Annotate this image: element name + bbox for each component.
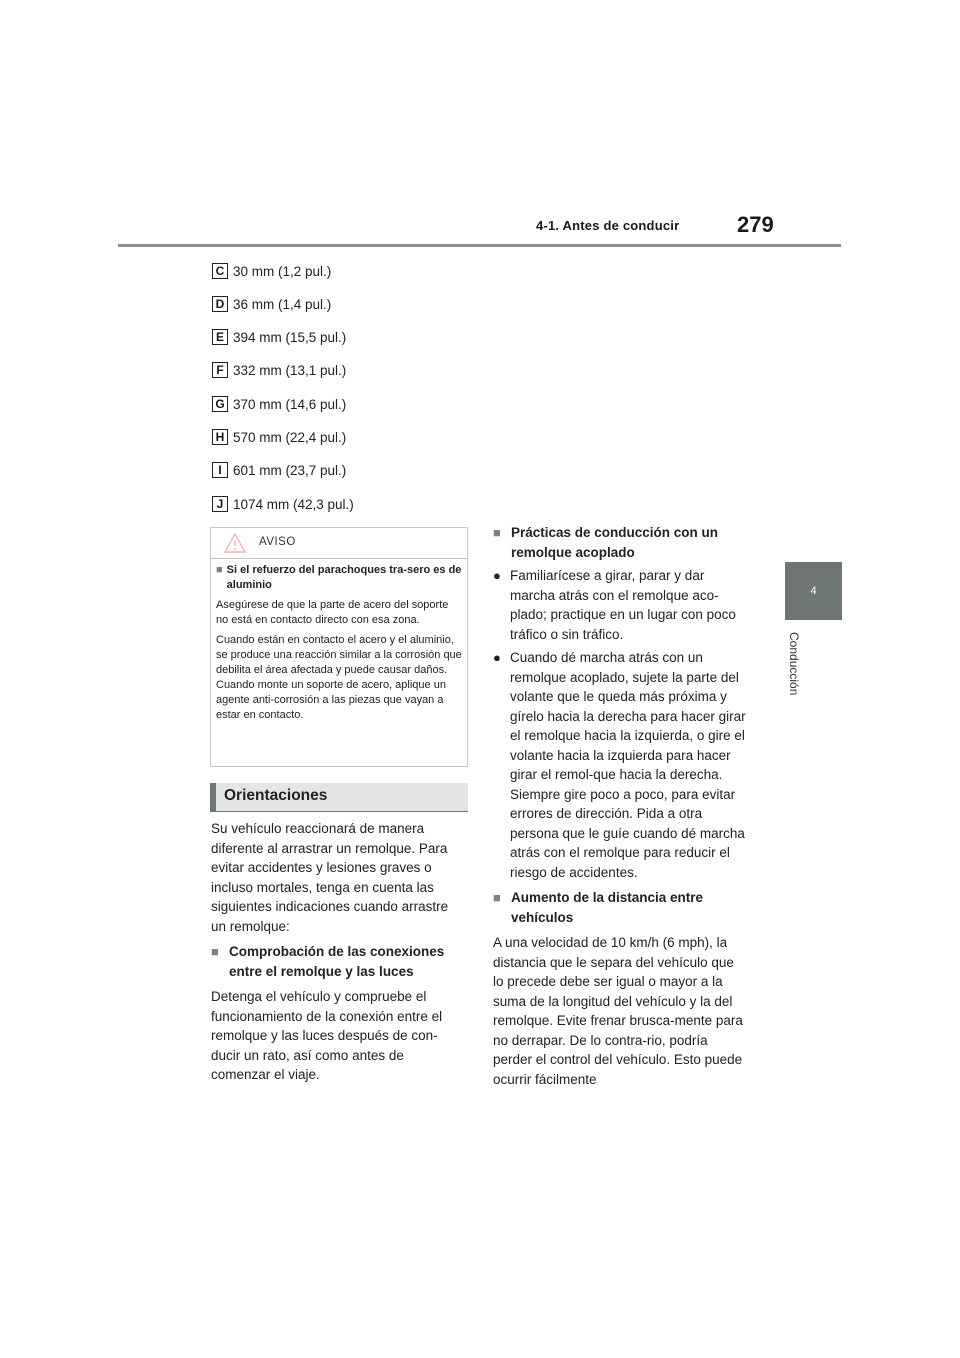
intro-paragraph: Su vehículo reaccionará de manera diferente al arrastrar un remolque. Para evitar accidentes y lesiones graves o incluso mortales, tenga en cuenta las siguientes indicaciones cuando arrastre un remolque:	[211, 821, 449, 934]
measurement-item	[212, 294, 331, 314]
measurement-letter: D	[212, 296, 228, 312]
subsection-heading-text: Aumento de la distancia entre vehículos	[511, 890, 704, 925]
bullet-item	[493, 566, 747, 644]
bullet-item	[493, 648, 747, 882]
warning-paragraph: Cuando están en contacto el acero y el aluminio, se produce una reacción similar a la corrosión que debilita el área afectada y puede causar daños. Cuando monte un soporte de acero, aplique un agente anti-corrosión a las piezas que vayan a estar en contacto.	[216, 634, 462, 721]
square-bullet-icon: ■	[211, 944, 219, 959]
paragraph: A una velocidad de 10 km/h (6 mph), la distancia que le separa del vehículo que lo precede debe ser igual o mayor a la suma de la longitud del vehículo y la del remolque. Evite frenar brusca-mente para no derrapar. De lo contra-rio, podría perder el control del vehículo. Esto puede ocurrir fácilmente	[493, 935, 743, 1087]
page-number: 279	[737, 212, 774, 237]
measurement-letter: F	[212, 362, 228, 378]
header-divider	[118, 244, 841, 247]
warning-title: AVISO	[259, 536, 296, 548]
bullet-dot-icon: ●	[493, 650, 501, 665]
warning-triangle-icon	[224, 533, 246, 553]
measurement-value: 370 mm (14,6 pul.)	[233, 396, 347, 412]
subsection-heading	[493, 888, 747, 927]
warning-heading-text: Si el refuerzo del parachoques tra-sero es de aluminio	[226, 564, 462, 591]
square-bullet-icon: ■	[493, 890, 501, 905]
measurement-letter: E	[212, 329, 228, 345]
measurement-item	[212, 327, 346, 347]
right-column	[493, 523, 747, 1089]
square-bullet-icon: ■	[216, 564, 223, 576]
bullet-text: Familiarícese a girar, parar y dar marcha atrás con el remolque aco-plado; practique en un lugar con poco tráfico o sin tráfico.	[510, 568, 736, 642]
banner-accent-bar	[210, 783, 216, 811]
measurement-item	[212, 427, 346, 447]
paragraph: Detenga el vehículo y compruebe el funcionamiento de la conexión entre el remolque y las luces después de con-ducir un rato, así como antes de comenzar el viaje.	[211, 989, 443, 1082]
measurement-letter: I	[212, 462, 228, 478]
chapter-tab: 4	[785, 562, 842, 620]
square-bullet-icon: ■	[493, 525, 501, 540]
subsection-heading	[211, 942, 466, 981]
measurement-value: 36 mm (1,4 pul.)	[233, 296, 332, 312]
measurement-letter: J	[212, 496, 228, 512]
bullet-text: Cuando dé marcha atrás con un remolque acoplado, sujete la parte del volante que le queda más próxima y gírelo hacia la derecha para hacer girar el remolque hacia la izquierda, o gire el volante hacia la izquierda para hacer girar el remol-que hacia la derecha. Siempre gire poco a poco, para evitar errores de dirección. Pida a otra persona que le guíe cuando dé marcha atrás con el remolque para reducir el riesgo de accidentes.	[510, 650, 746, 880]
measurement-value: 570 mm (22,4 pul.)	[233, 429, 347, 445]
measurement-value: 332 mm (13,1 pul.)	[233, 362, 347, 378]
measurement-value: 601 mm (23,7 pul.)	[233, 462, 347, 478]
warning-body	[216, 563, 462, 723]
left-column	[211, 819, 466, 1085]
warning-paragraph: Asegúrese de que la parte de acero del soporte no está en contacto directo con esa zona.	[216, 599, 449, 626]
warning-heading	[216, 563, 462, 593]
warning-box	[210, 527, 468, 767]
section-banner-title: Orientaciones	[224, 787, 328, 804]
measurement-item	[212, 360, 346, 380]
subsection-heading-text: Prácticas de conducción con un remolque acoplado	[511, 525, 719, 560]
subsection-heading	[493, 523, 747, 562]
chapter-name: Conducción	[787, 632, 801, 696]
measurement-letter: G	[212, 396, 228, 412]
measurement-value: 30 mm (1,2 pul.)	[233, 263, 332, 279]
section-title: 4-1. Antes de conducir	[536, 218, 680, 233]
measurement-item	[212, 460, 346, 480]
bullet-dot-icon: ●	[493, 568, 501, 583]
measurement-item	[212, 261, 331, 281]
measurement-item	[212, 494, 354, 514]
measurement-letter: C	[212, 263, 228, 279]
warning-header	[211, 528, 467, 559]
measurement-item	[212, 394, 346, 414]
measurement-letter: H	[212, 429, 228, 445]
banner-underline	[210, 811, 468, 812]
measurement-value: 394 mm (15,5 pul.)	[233, 329, 347, 345]
subsection-heading-text: Comprobación de las conexiones entre el remolque y las luces	[229, 944, 445, 979]
measurement-value: 1074 mm (42,3 pul.)	[233, 496, 354, 512]
section-banner	[210, 783, 468, 811]
